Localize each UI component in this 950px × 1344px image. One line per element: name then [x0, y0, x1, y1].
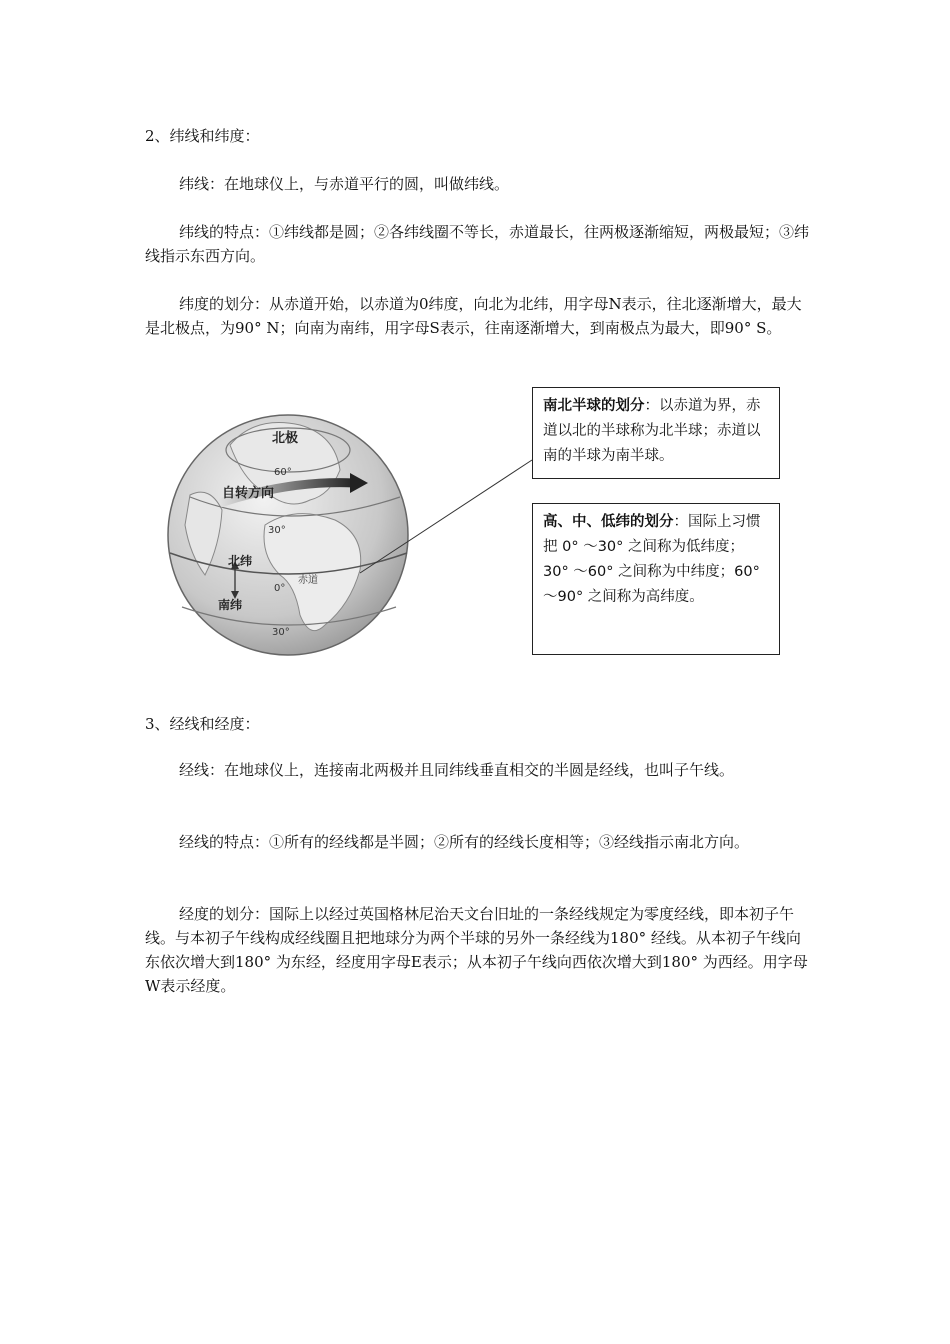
- hemisphere-box-title: 南北半球的划分: [543, 398, 645, 414]
- section3-para-features: 经线的特点：①所有的经线都是半圆；②所有的经线长度相等；③经线指示南北方向。: [179, 833, 750, 851]
- section2-heading: 2、纬线和纬度：: [145, 127, 260, 145]
- label-north-pole: 北极: [272, 431, 299, 446]
- section2-para-features: 纬线的特点：①纬线都是圆；②各纬线圈不等长，赤道最长，往两极逐渐缩短，两极最短；③纬线指示东西方向。: [145, 223, 810, 265]
- section3-heading: 3、经线和经度：: [145, 715, 260, 733]
- section2-para-latitude-line: 纬线：在地球仪上，与赤道平行的圆，叫做纬线。: [179, 175, 510, 193]
- section2-para-division: 纬度的划分：从赤道开始，以赤道为0纬度，向北为北纬，用字母N表示，往北逐渐增大，最大是北极点，为90° N；向南为南纬，用字母S表示，往南逐渐增大，到南极点为最大，即90° S。: [145, 295, 802, 337]
- label-south-lat: 南纬: [218, 598, 243, 612]
- label-lat30n: 30°: [268, 525, 286, 536]
- section3-para-division: 经度的划分：国际上以经过英国格林尼治天文台旧址的一条经线规定为零度经线，即本初子午线。与本初子午线构成经线圈且把地球分为两个半球的另外一条经线为180° 经线。从本初子午线向东依次增大到180° 为东经，经度用字母E表示；从本初子午线向西依次增大到180° 为西经。用字母W表示经度。: [145, 905, 808, 995]
- label-north-lat: 北纬: [228, 554, 253, 568]
- label-rotation: 自转方向: [222, 486, 275, 501]
- label-lat30s: 30°: [272, 627, 290, 638]
- latitude-figure: [160, 385, 800, 670]
- hemisphere-box: [532, 387, 780, 479]
- section3-para-longitude-line: 经线：在地球仪上，连接南北两极并且同纬线垂直相交的半圆是经线，也叫子午线。: [179, 761, 735, 779]
- hemisphere-box-text: ：以赤道为界，赤道以北的半球称为北半球；赤道以南的半球为南半球。: [543, 398, 761, 464]
- latitude-zones-box: [532, 503, 780, 655]
- latitude-zones-box-text: ：国际上习惯把 0° ～30° 之间称为低纬度；30° ～60° 之间称为中纬度；60° ～90° 之间称为高纬度。: [543, 514, 761, 605]
- label-lat60: 60°: [274, 467, 292, 478]
- label-equator-deg: 0°: [274, 583, 286, 594]
- latitude-zones-box-title: 高、中、低纬的划分: [543, 514, 674, 530]
- label-equator: 赤道: [298, 575, 318, 586]
